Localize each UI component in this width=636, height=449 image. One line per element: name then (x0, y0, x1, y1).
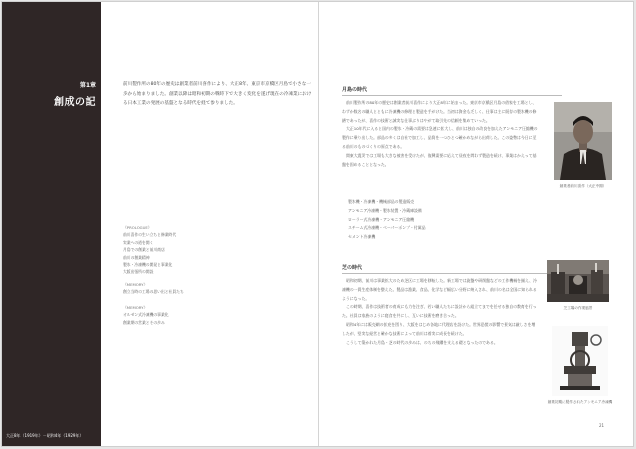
chapter-band (2, 2, 101, 446)
section1-body (342, 99, 538, 169)
contents-item: オルゼン式冷凍機の事業化 (123, 312, 169, 318)
body-paragraph: 大正10年代に入ると国内の製氷・冷蔵の需要は急速に拡大し、前川は独自の改良を加えたアンモニア圧縮機の製作に乗り出した。部品の多くは自社で加工し、品質を一つひとつ確かめながら出荷した。この姿勢は今日に至る前川のものづくりの原点である。 (342, 126, 538, 149)
contents-item: 製氷・冷凍機の開発と事業化 (123, 262, 173, 268)
chapter-number: 第1章 (79, 82, 96, 89)
chapter-title: 創成の記 (54, 97, 96, 108)
era-range: 大正8年（1919年）－昭和4年（1929年） (6, 433, 84, 438)
page-number: 21 (599, 423, 605, 428)
photo-caption: 創業者前川喜作（大正中期） (559, 184, 607, 188)
contents-section-3 (123, 304, 169, 326)
section-head: 《PROLOGUE》 (123, 225, 152, 230)
contents-item: 創立当時の工場の思い出と社員たち (123, 289, 184, 295)
book-spread (1, 1, 634, 447)
section-head: 《MEMORY》 (123, 305, 148, 310)
body-paragraph: こうして築かれた月島・芝の時代の歩みは、のちの飛躍を支える礎となったのである。 (346, 339, 498, 345)
product-item: スチーム式冷凍機・ベーパーポンプ・付属品 (348, 225, 426, 231)
contents-section-1 (123, 224, 176, 276)
photo-caption: 創業初期に製作されたアンモニア冷凍機 (547, 400, 613, 404)
product-item: 製氷機・冷凍機・機械部品の製造販売 (348, 199, 415, 204)
body-paragraph: 関東大震災では工場も大きな被害を受けたが、復興需要に応えて昼夜を問わず製造を続け、事業はかえって基盤を固めることとなった。 (342, 152, 537, 167)
body-paragraph: 前川製作所の80年の歴史は創業者前川喜作により大正8年に始まった。東京市京橋区月島の借家を工場とし、わずか数名の職人とともに冷凍機の修理と製造を手がけた。当初は資金も乏しく、仕事は主に既存の製氷機の修繕であったが、喜作の技術と誠実な仕事ぶりはやがて取引先の信頼を集めていった。 (342, 100, 537, 123)
section-title-shiba: 芝の時代 (342, 265, 363, 271)
contents-item: 前川の創業精神 (123, 254, 150, 260)
section-rule (342, 273, 562, 274)
refrigeration-machine-photo (552, 326, 608, 396)
product-list (348, 198, 540, 242)
workshop-photo (547, 260, 609, 302)
section2-body (342, 277, 538, 347)
body-paragraph: この時期、喜作は技術者の育成にも力を注ぎ、若い職人たちに設計から組立てまでを任せる独自の教育を行った。社員は家族のように寝食を共にし、互いに技術を磨き合った。 (342, 304, 537, 319)
body-paragraph: 昭和4年には販売網の拡充を図り、大阪をはじめ各地に代理店を設けた。世界恐慌の影響で景気は厳しさを増したが、堅実な経営と確かな技術によって前川は着実に成長を続けた。 (342, 321, 536, 336)
founder-portrait-photo (554, 102, 612, 180)
page-gutter (318, 2, 319, 446)
contents-item: 前川喜作の生い立ちと修業時代 (123, 232, 177, 238)
contents-item: 月島での創業と前川商店 (123, 247, 165, 253)
product-item: セメント冷凍機 (348, 234, 376, 240)
photo-caption: 芝工場の作業風景 (563, 306, 593, 310)
product-item: アンモニア冷凍機・製氷装置・冷蔵庫設備 (348, 207, 422, 213)
product-item: ローラー式冷凍機・アンモニア圧縮機 (348, 216, 414, 222)
contents-item: 大阪出張所の開設 (123, 269, 154, 275)
section-title-tsukishima: 月島の時代 (342, 87, 368, 93)
contents-item: 実業への道を開く (123, 239, 154, 245)
body-paragraph: 昭和初期、前川は事業拡大のため芝区に工場を移転した。新工場では旋盤や研削盤などの工作機械を揃え、冷凍機の一貫生産体制を整えた。製品は漁業、食品、化学など幅広い分野に納入され、前川の名は全国に知られるようになった。 (342, 278, 537, 301)
section-head: 《MEMORY》 (123, 282, 148, 287)
section-rule (342, 95, 562, 96)
chapter-intro: 前川製作所の80年の歴史は創業者前川喜作により、大正8年、東京市京橋区月島で小さな一歩から始まりました。創業以降は昭和初期の戦時下で大きく変化を遂げ現在の冷凍業における日本工業の発展の基盤となる時代を経て参りました。 (123, 82, 312, 107)
contents-section-2 (123, 281, 184, 296)
contents-item: 創業期の営業とその歩み (123, 319, 165, 325)
